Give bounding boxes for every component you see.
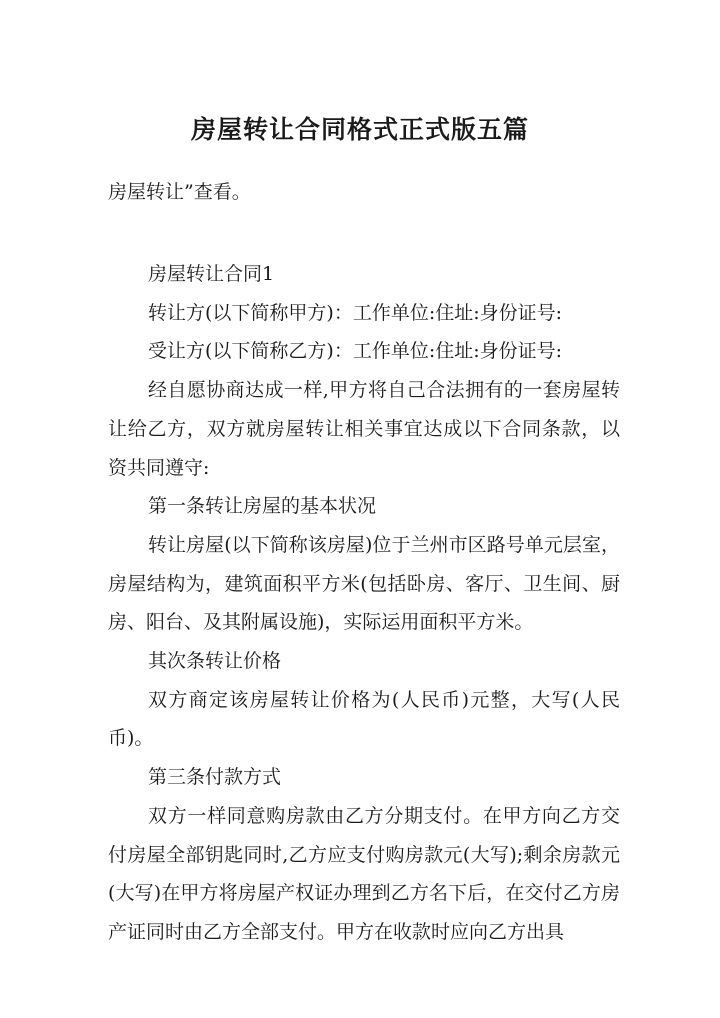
article-2-heading: 其次条转让价格	[148, 650, 282, 673]
contract-heading: 房屋转让合同1	[148, 263, 275, 285]
transferor-line: 转让方(以下简称甲方)：工作单位:住址:身份证号:	[148, 301, 563, 324]
article-3-heading: 第三条付款方式	[148, 766, 282, 789]
transferee-line: 受让方(以下简称乙方)：工作单位:住址:身份证号:	[148, 340, 563, 363]
intro-line: 房屋转让”查看。	[108, 181, 251, 203]
article-1-heading: 第一条转让房屋的基本状况	[148, 495, 377, 518]
article-3-paragraph: 双方一样同意购房款由乙方分期支付。在甲方向乙方交付房屋全部钥匙同时,乙方应支付购房款元(大写);剩余房款元(大写)在甲方将房屋产权证办理到乙方名下后，在交付乙方房产证同时由乙方全部支付。甲方在收款时应向乙方出具	[108, 804, 620, 943]
agreement-paragraph: 经自愿协商达成一样,甲方将自己合法拥有的一套房屋转让给乙方，双方就房屋转让相关事宜达成以下合同条款，以资共同遵守:	[108, 379, 620, 479]
document-body	[108, 255, 620, 952]
article-2-paragraph: 双方商定该房屋转让价格为(人民币)元整，大写(人民币)。	[108, 688, 620, 750]
document-title: 房屋转让合同格式正式版五篇	[190, 115, 529, 144]
article-1-paragraph: 转让房屋(以下简称该房屋)位于兰州市区路号单元层室，房屋结构为，建筑面积平方米(包括卧房、客厅、卫生间、厨房、阳台、及其附属设施)，实际运用面积平方米。	[108, 533, 620, 634]
